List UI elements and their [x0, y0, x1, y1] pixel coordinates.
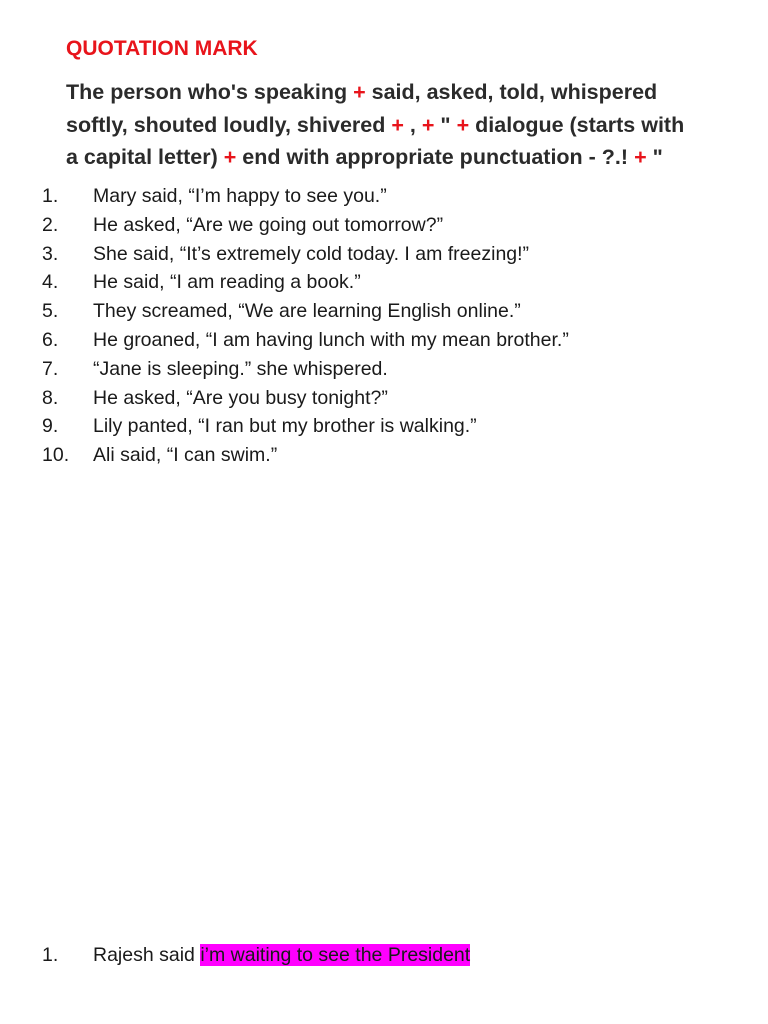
- rule-text: said, asked, told, whispered: [371, 80, 658, 104]
- exercise-text: [93, 941, 470, 970]
- item-number: 7.: [42, 357, 59, 380]
- item-number: 9.: [42, 415, 59, 438]
- item-number: 6.: [42, 328, 59, 351]
- item-number: 5.: [42, 300, 59, 323]
- item-text: Mary said, “I’m happy to see you.”: [93, 185, 387, 207]
- plus-sign: +: [456, 112, 470, 137]
- item-text: She said, “It’s extremely cold today. I am freezing!”: [93, 242, 530, 265]
- rule-text: ,: [409, 112, 416, 137]
- item-text: He said, “I am reading a book.”: [93, 271, 361, 294]
- plus-sign: +: [391, 112, 404, 137]
- plus-sign: +: [353, 80, 366, 104]
- item-text: He groaned, “I am having lunch with my mean brother.”: [93, 328, 569, 351]
- exercise-prefix: Rajesh said: [93, 944, 195, 966]
- item-text: “Jane is sleeping.” she whispered.: [93, 357, 388, 380]
- item-text: They screamed, “We are learning English online.”: [93, 300, 521, 323]
- item-text: He asked, “Are we going out tomorrow?”: [93, 213, 444, 236]
- item-number: 2.: [42, 213, 59, 236]
- item-text: Ali said, “I can swim.”: [93, 444, 278, 467]
- rule-text: The person who's speaking: [66, 80, 348, 104]
- plus-sign: +: [223, 145, 237, 169]
- page-title: QUOTATION MARK: [66, 37, 258, 60]
- rule-text: a capital letter): [66, 145, 218, 169]
- item-number: 4.: [42, 271, 59, 294]
- plus-sign: +: [421, 112, 435, 137]
- item-number: 8.: [42, 386, 59, 409]
- item-number: 1.: [42, 185, 59, 207]
- rule-text: softly, shouted loudly, shivered: [66, 112, 386, 137]
- item-text: He asked, “Are you busy tonight?”: [93, 386, 388, 409]
- item-number: 1.: [42, 944, 59, 966]
- plus-sign: +: [634, 145, 647, 169]
- item-number: 10.: [42, 444, 70, 467]
- rule-description: [66, 76, 746, 174]
- rule-text: ": [440, 112, 451, 137]
- rule-text: end with appropriate punctuation - ?.!: [242, 145, 629, 169]
- item-number: 3.: [42, 242, 59, 265]
- rule-text: dialogue (starts with: [475, 112, 685, 137]
- rule-text: ": [652, 145, 663, 169]
- item-text: Lily panted, “I ran but my brother is walking.”: [93, 415, 477, 438]
- highlighted-text: i’m waiting to see the President: [200, 944, 471, 966]
- exercise-item: [0, 941, 768, 970]
